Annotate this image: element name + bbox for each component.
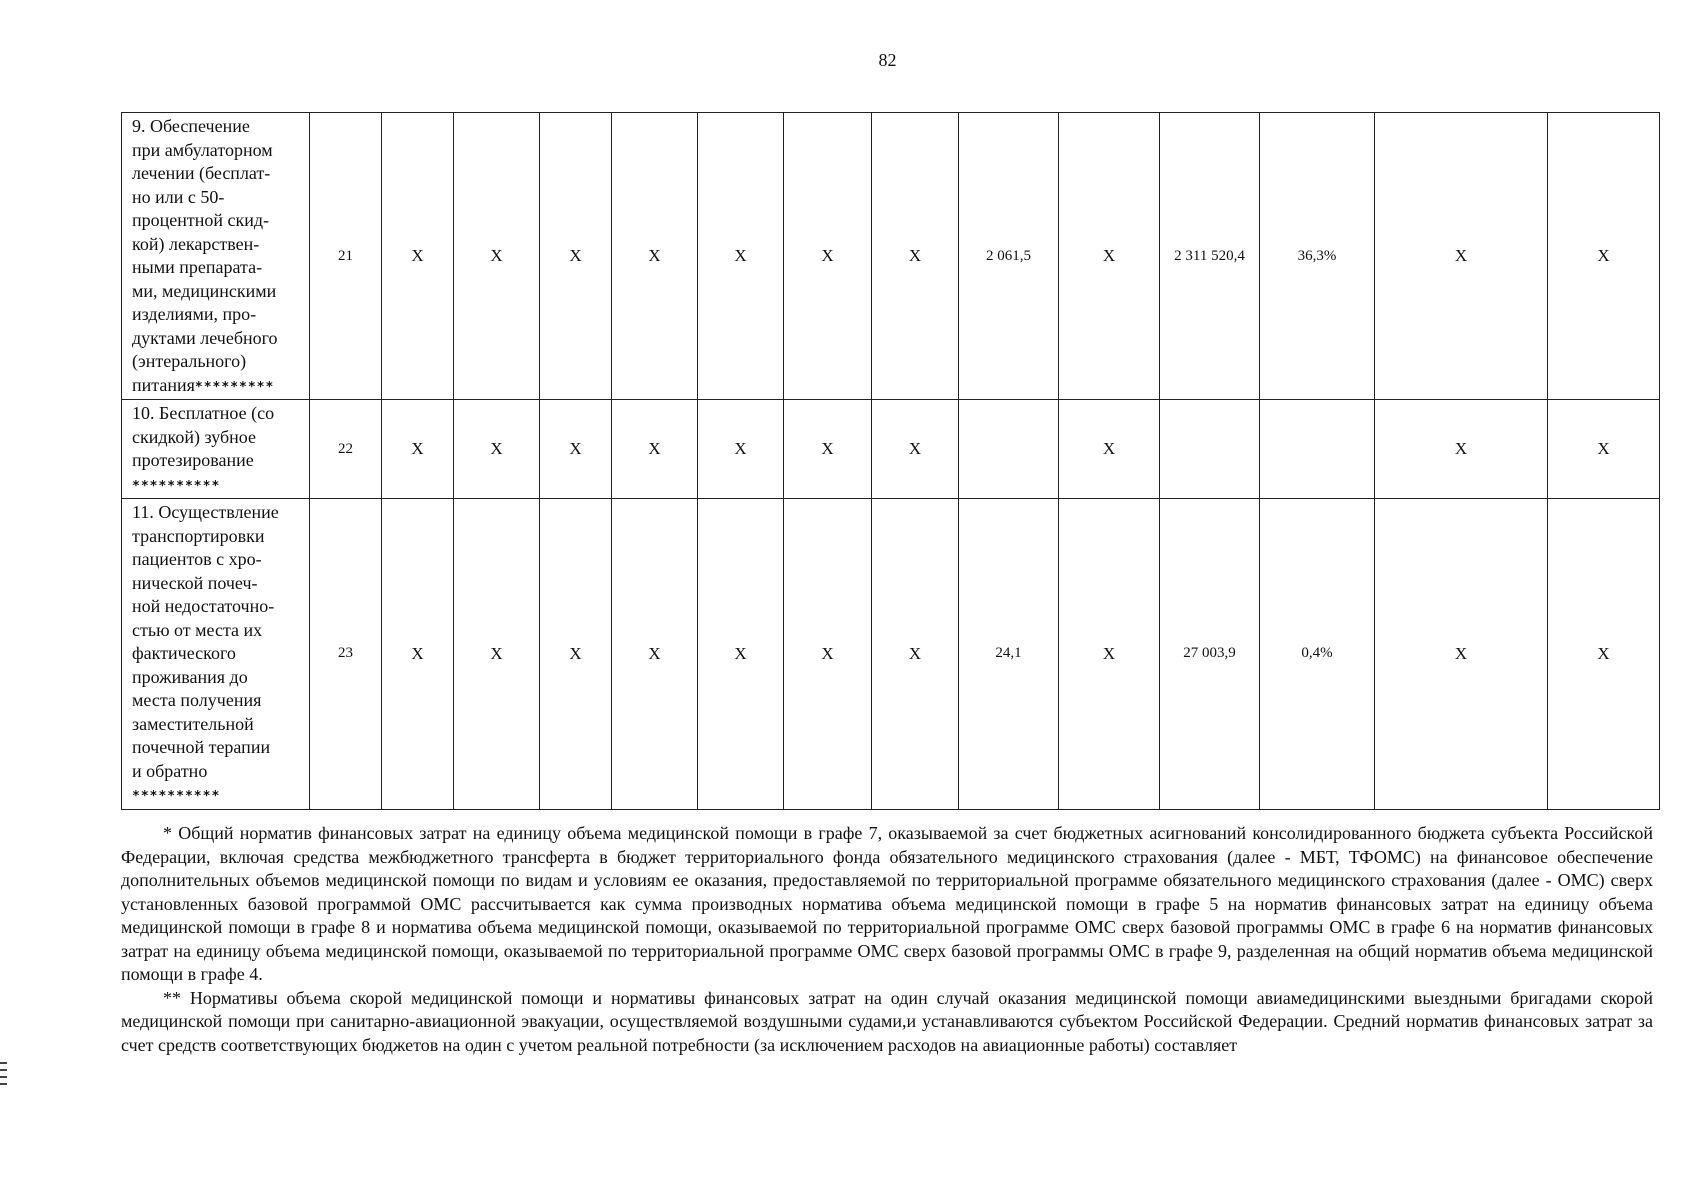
table-cell: X [872,113,959,400]
table-cell: X [382,400,454,499]
footnote-2: ** Нормативы объема скорой медицинской помощи и нормативы финансовых затрат на один случай оказания медицинской помощи авиамедицинскими выездными бригадами скорой медицинской помощи при санитарно-авиационной эвакуации, осуществляемой воздушными судами,и устанавливаются субъектом Российской Федерации. Средний норматив финансовых затрат за счет средств соответствующих бюджетов на один с учетом реальной потребности (за исключением расходов на авиационные работы) составляет [121,987,1653,1055]
table-cell: X [540,113,612,400]
table-row [122,400,1660,499]
table-cell: X [612,113,698,400]
table-cell [959,400,1059,499]
row-label: 11. Осуществление транспортировки пациентов с хро- нической почеч- ной недостаточно- стью от места их фактического проживания до места получения заместительной почечной терапии и обратно ********** [122,499,310,810]
table-cell: X [784,113,872,400]
financing-table [121,112,1660,810]
table-cell: X [872,499,959,810]
table-cell: X [1059,400,1160,499]
footnote-stars: ********** [132,478,221,494]
footnote-stars: ********** [132,789,221,804]
table-cell: 0,4% [1260,499,1375,810]
table-cell: X [1059,113,1160,400]
table-cell: X [382,499,454,810]
table-cell: X [454,113,540,400]
table-row [122,113,1660,400]
table-cell: X [784,400,872,499]
table-cell: 24,1 [959,499,1059,810]
footnote-1: * Общий норматив финансовых затрат на единицу объема медицинской помощи в графе 7, оказываемой за счет бюджетных асигнований консолидированного бюджета субъекта Российской Федерации, включая средства межбюджетного трансферта в бюджет территориального фонда обязательного медицинского страхования (далее - МБТ, ТФОМС) на финансовое обеспечение дополнительных объемов медицинской помощи по видам и условиям ее оказания, предоставляемой по территориальной программе обязательного медицинского страхования (далее - ОМС) сверх установленных базовой программой ОМС рассчитывается как сумма производных норматива объема медицинской помощи в графе 5 на норматив финансовых затрат на единицу объема медицинской помощи в графе 8 и норматива объема медицинской помощи, оказываемой по территориальной программе ОМС сверх базовой программы ОМС в графе 6 на норматив финансовых затрат на единицу объема медицинской помощи, оказываемой по территориальной программе ОМС сверх базовой программы ОМС в графе 9, разделенная на общий норматив объема медицинской помощи в графе 4. [121,823,1653,984]
table-cell: X [1548,499,1660,810]
table-cell: 21 [310,113,382,400]
table-cell: 23 [310,499,382,810]
table-cell [1260,400,1375,499]
table-cell: X [1375,499,1548,810]
table-cell: X [454,499,540,810]
table-row [122,499,1660,810]
table-cell: 27 003,9 [1160,499,1260,810]
table-cell: X [1375,400,1548,499]
table-cell: X [698,400,784,499]
row-label: 10. Бесплатное (со скидкой) зубное протезирование ********** [122,400,310,499]
table-cell [1160,400,1260,499]
table-cell: X [1548,113,1660,400]
table-cell: 2 061,5 [959,113,1059,400]
row-label: 9. Обеспечение при амбулаторном лечении (бесплат- но или с 50- процентной скид- кой) лекарствен- ными препарата- ми, медицинскими изделиями, про- дуктами лечебного (энтерального) питания********* [122,113,310,400]
table-cell: X [612,400,698,499]
footnotes [121,822,1653,1057]
table-cell: X [540,499,612,810]
table-cell: X [698,499,784,810]
table-cell: X [1375,113,1548,400]
table-cell: X [1059,499,1160,810]
table-cell: 22 [310,400,382,499]
table-cell: X [698,113,784,400]
margin-marks [0,1062,7,1090]
table-cell: X [540,400,612,499]
table-cell: 2 311 520,4 [1160,113,1260,400]
table-cell: 36,3% [1260,113,1375,400]
footnote-stars: ********* [194,379,275,395]
table-cell: X [454,400,540,499]
table-cell: X [612,499,698,810]
table-cell: X [382,113,454,400]
page-number: 82 [878,50,897,70]
table-cell: X [872,400,959,499]
table-cell: X [1548,400,1660,499]
table-cell: X [784,499,872,810]
